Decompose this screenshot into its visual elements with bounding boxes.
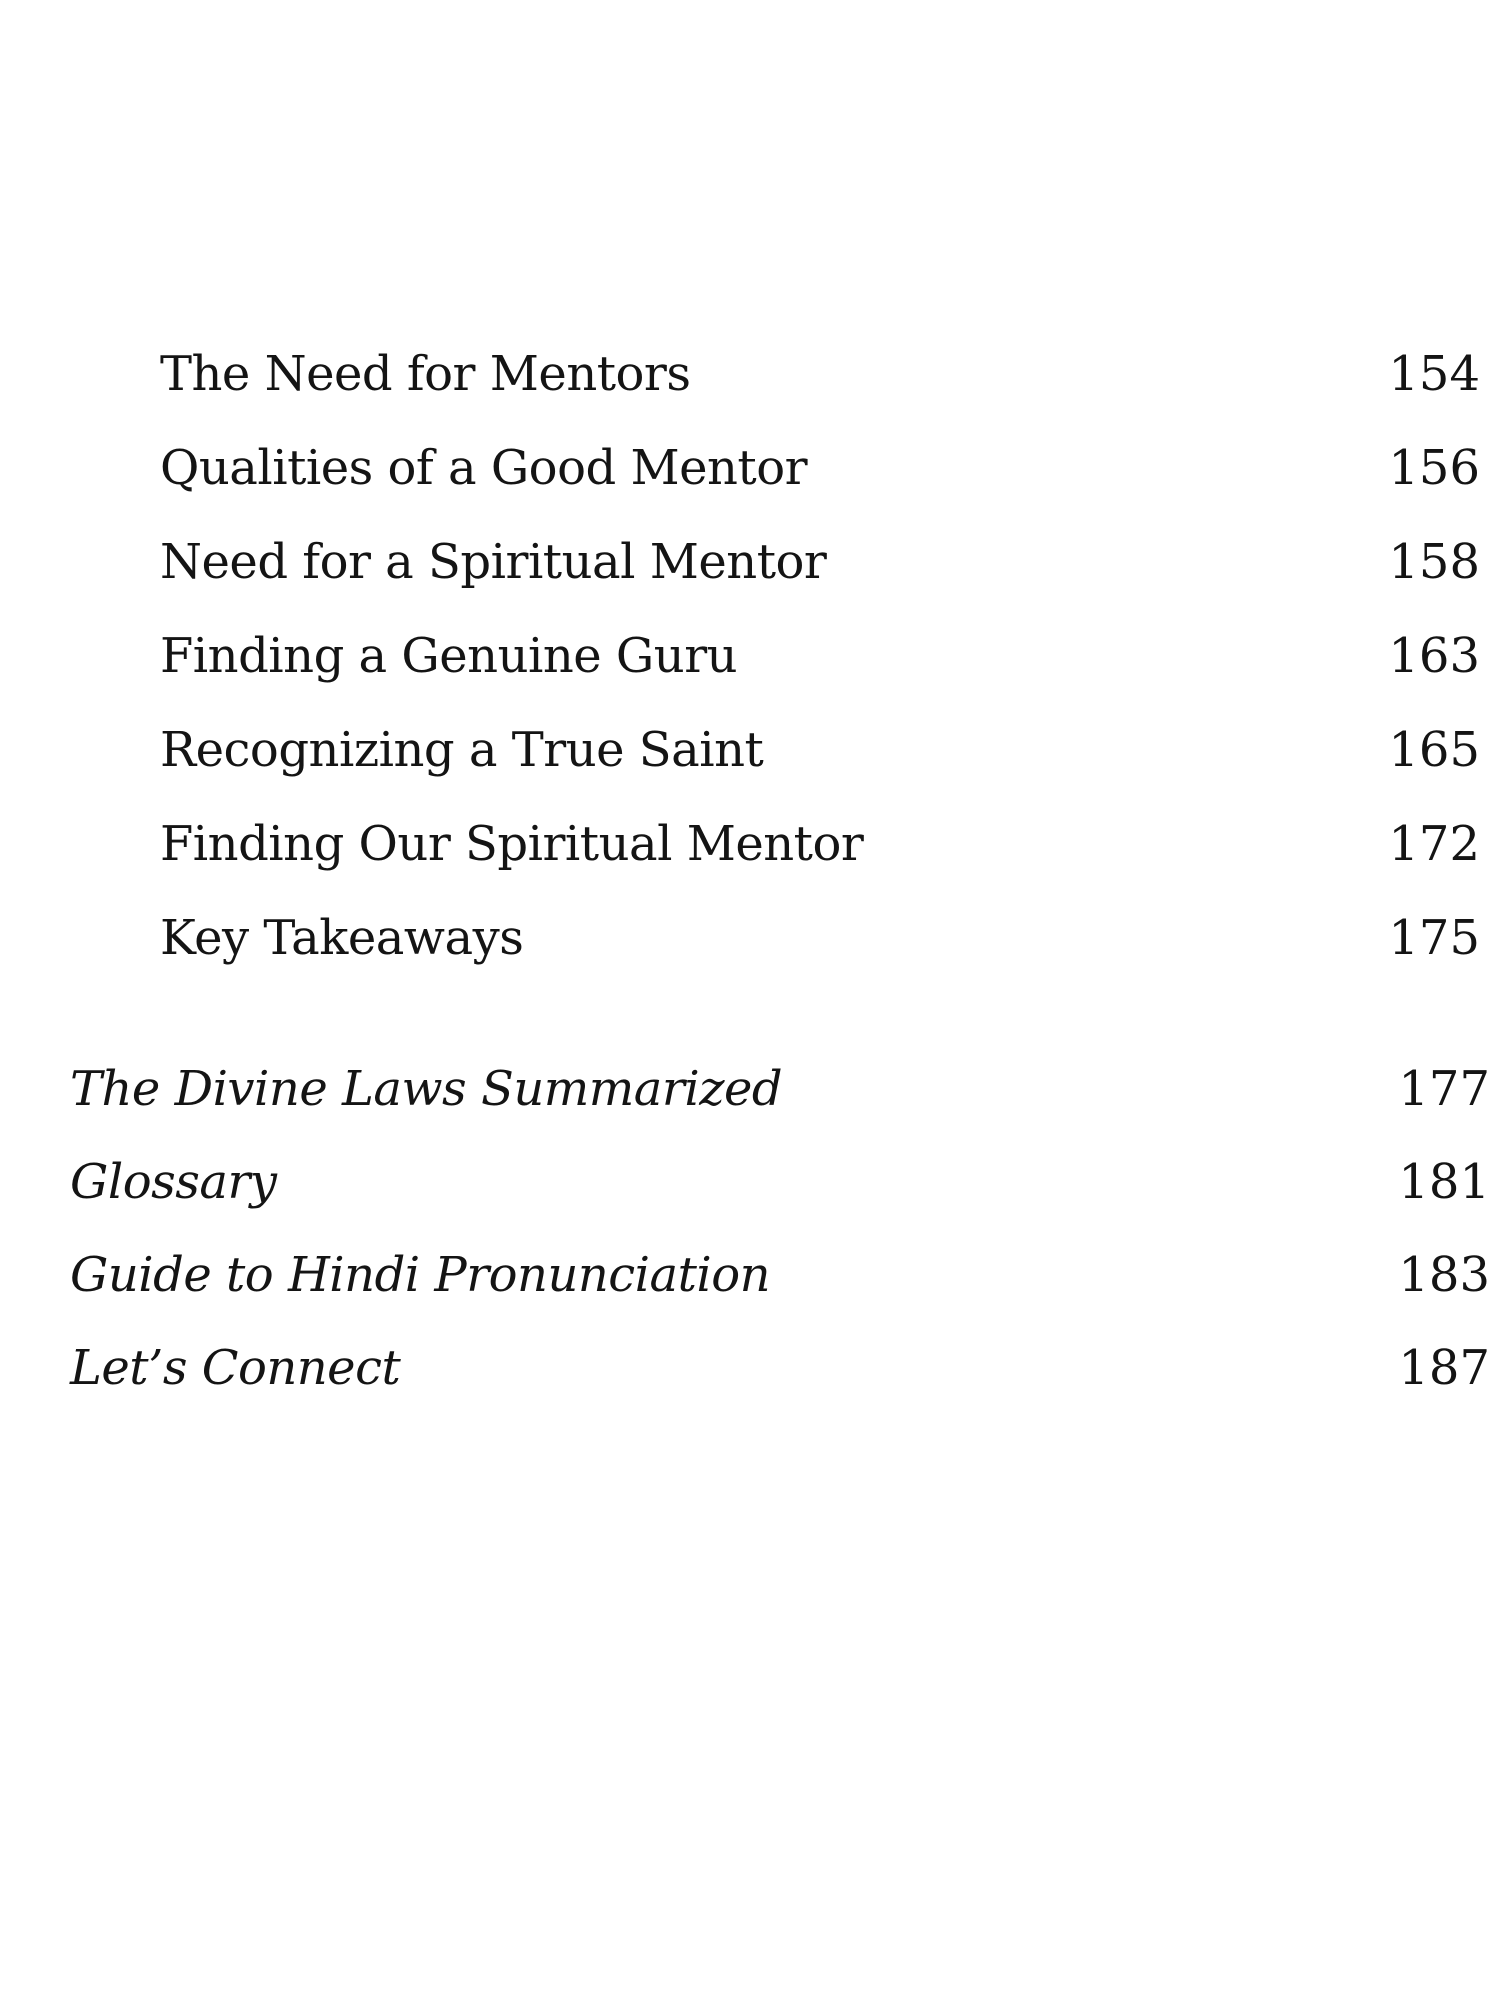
toc-entry-page-number: 156 — [1388, 440, 1480, 496]
toc-entry — [0, 910, 1500, 1008]
chapter-subsection-list — [0, 346, 1500, 1008]
toc-entry — [0, 628, 1500, 726]
toc-entry-page-number: 181 — [1398, 1154, 1490, 1210]
toc-entry-title: Guide to Hindi Pronunciation — [70, 1247, 771, 1303]
toc-entry-title: Finding Our Spiritual Mentor — [160, 816, 864, 872]
toc-entry-page-number: 183 — [1398, 1247, 1490, 1303]
back-matter-list — [0, 1061, 1500, 1437]
toc-entry-title: Let’s Connect — [70, 1340, 401, 1396]
toc-entry-page-number: 154 — [1388, 346, 1480, 402]
toc-entry — [0, 346, 1500, 444]
toc-entry-title: The Need for Mentors — [160, 346, 691, 402]
toc-entry — [0, 1061, 1500, 1158]
toc-entry-page-number: 172 — [1388, 816, 1480, 872]
toc-entry-title: Need for a Spiritual Mentor — [160, 534, 827, 590]
toc-entry-title: Recognizing a True Saint — [160, 722, 764, 778]
toc-entry-title: Key Takeaways — [160, 910, 524, 966]
toc-entry-title: Glossary — [70, 1154, 277, 1210]
toc-entry — [0, 1154, 1500, 1251]
toc-entry — [0, 534, 1500, 632]
toc-entry-title: Finding a Genuine Guru — [160, 628, 738, 684]
toc-entry — [0, 440, 1500, 538]
toc-entry-page-number: 165 — [1388, 722, 1480, 778]
toc-entry-page-number: 158 — [1388, 534, 1480, 590]
toc-entry-page-number: 175 — [1388, 910, 1480, 966]
toc-entry-page-number: 177 — [1398, 1061, 1490, 1117]
toc-entry-page-number: 187 — [1398, 1340, 1490, 1396]
toc-entry-title: The Divine Laws Summarized — [70, 1061, 783, 1117]
toc-entry-page-number: 163 — [1388, 628, 1480, 684]
toc-entry-title: Qualities of a Good Mentor — [160, 440, 808, 496]
toc-entry — [0, 1340, 1500, 1437]
toc-entry — [0, 1247, 1500, 1344]
toc-entry — [0, 816, 1500, 914]
toc-entry — [0, 722, 1500, 820]
